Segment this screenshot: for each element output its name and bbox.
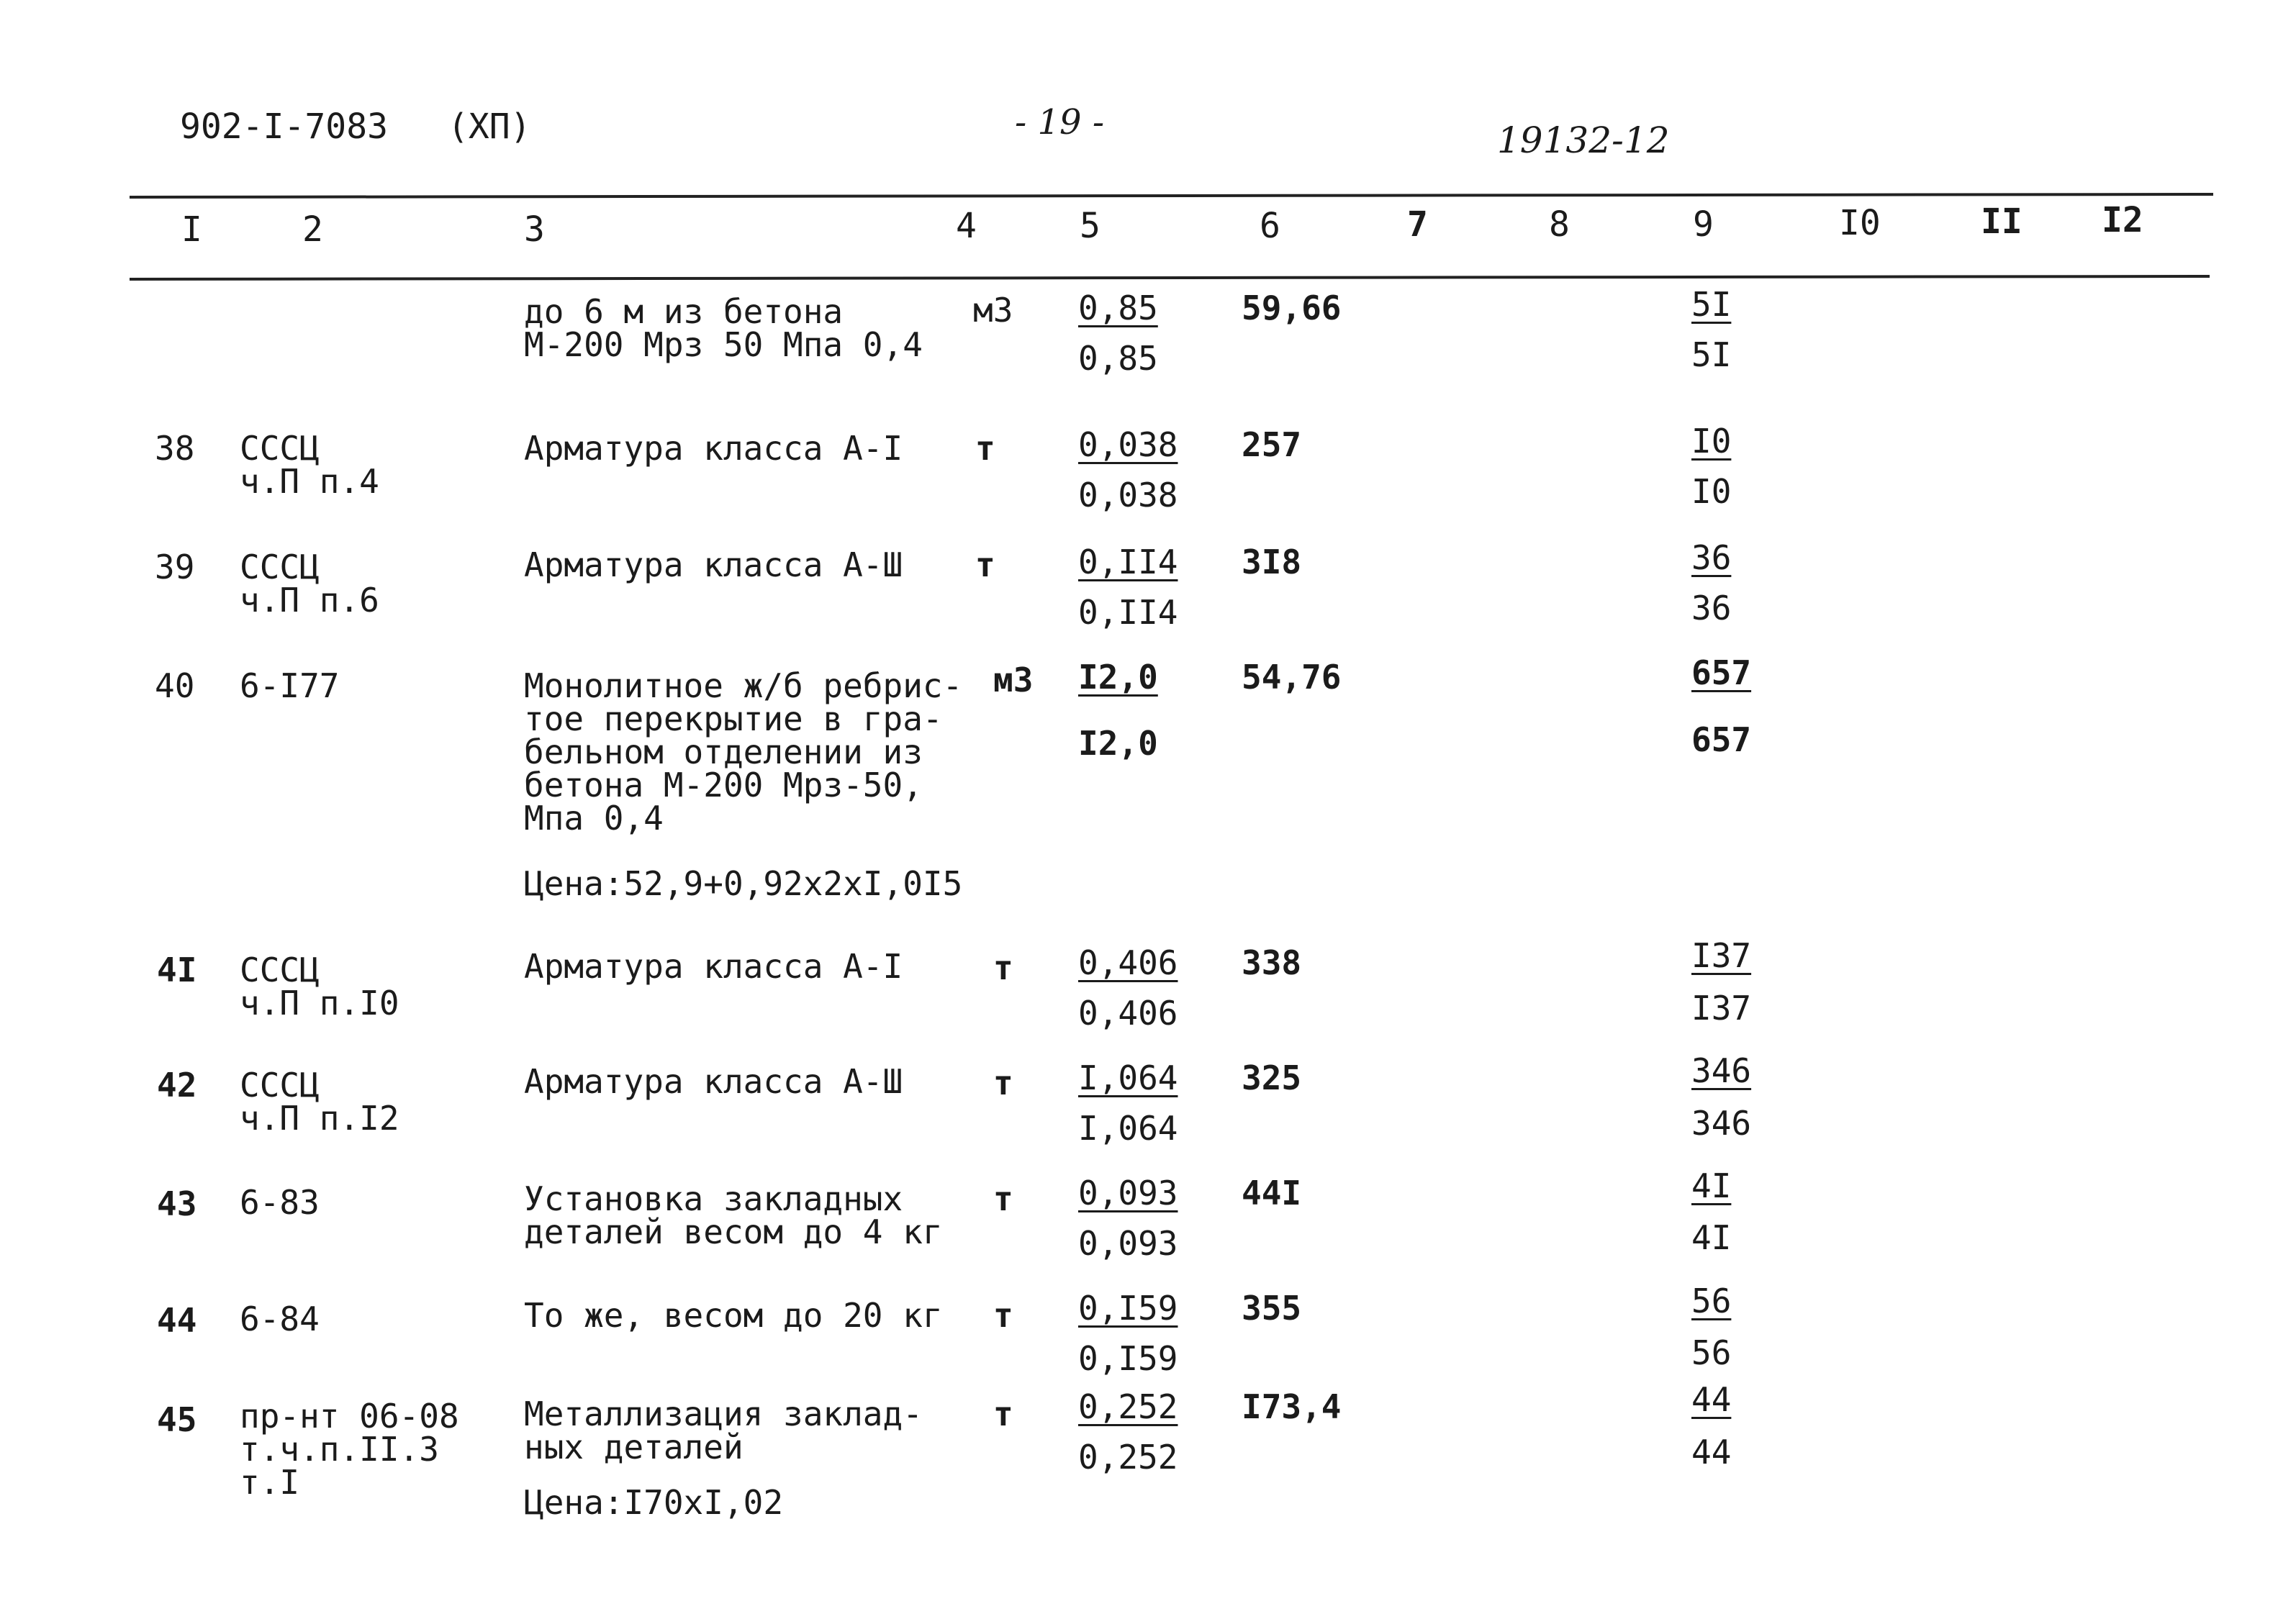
row-qty-top: 0,038: [1078, 425, 1178, 464]
row-number: 42: [157, 1066, 197, 1105]
row-qty-bottom: 0,II4: [1078, 593, 1178, 632]
column-header: I0: [1839, 203, 1881, 243]
row-code: пр-нт 06-08 т.ч.п.II.3 т.I: [240, 1397, 459, 1502]
row-number: 4I: [157, 951, 197, 989]
row-unit: т: [975, 545, 995, 584]
table-top-rule: [130, 193, 2213, 199]
table-header-rule: [130, 275, 2210, 281]
column-header: 9: [1693, 204, 1714, 245]
row-price: 44I: [1242, 1174, 1302, 1212]
column-header: 8: [1549, 204, 1570, 245]
row-description: Монолитное ж/б ребрис- тое перекрытие в гра- бельном отделении из бетона М-200 Мрз-50, Мпа 0,4: [524, 666, 963, 838]
row-qty-top: 0,I59: [1078, 1289, 1178, 1328]
row-qty-bottom: I,064: [1078, 1109, 1178, 1148]
row-qty-top: I2,0: [1078, 658, 1158, 697]
row-qty-top: 0,252: [1078, 1387, 1178, 1426]
row-price: 59,66: [1242, 289, 1342, 327]
row-code: 6-I77: [240, 666, 340, 705]
row-number: 44: [157, 1301, 197, 1340]
document-code: 902-I-7083: [180, 106, 388, 147]
row-cost-top: 56: [1691, 1282, 1732, 1320]
row-code: 6-84: [240, 1300, 320, 1338]
row-description: Арматура класса А-I: [524, 947, 903, 986]
row-description: Металлизация заклад- ных деталей: [524, 1395, 923, 1466]
row-qty-top: 0,093: [1078, 1174, 1178, 1212]
row-unit: т: [975, 429, 995, 468]
row-code: СССЦ ч.П п.6: [240, 548, 379, 620]
row-description: Арматура класса А-I: [524, 429, 903, 468]
row-cost-bottom: I37: [1691, 989, 1752, 1028]
row-description: Арматура класса А-Ш: [524, 545, 903, 584]
row-cost-top: 36: [1691, 538, 1732, 577]
row-qty-bottom: 0,252: [1078, 1438, 1178, 1477]
column-header: 4: [956, 206, 977, 246]
row-cost-bottom: 657: [1691, 720, 1752, 759]
column-header: 7: [1407, 204, 1428, 245]
row-unit: т: [993, 1064, 1013, 1102]
row-number: 38: [155, 429, 195, 468]
row-cost-bottom: 56: [1691, 1333, 1732, 1372]
row-cost-bottom: 44: [1691, 1433, 1732, 1472]
row-cost-bottom: 5I: [1691, 335, 1732, 374]
row-qty-bottom: I2,0: [1078, 724, 1158, 763]
row-qty-top: 0,85: [1078, 289, 1158, 327]
row-code: СССЦ ч.П п.I0: [240, 951, 399, 1023]
row-cost-top: 44: [1691, 1380, 1732, 1419]
row-unit: м3: [973, 291, 1013, 330]
row-price: I73,4: [1242, 1387, 1342, 1426]
row-price: 54,76: [1242, 658, 1342, 697]
row-qty-bottom: 0,406: [1078, 994, 1178, 1033]
row-number: 39: [155, 548, 195, 586]
row-cost-top: I37: [1691, 936, 1752, 975]
row-cost-top: 657: [1691, 653, 1752, 692]
row-qty-bottom: 0,038: [1078, 476, 1178, 514]
column-header: 6: [1260, 206, 1280, 246]
row-qty-top: 0,406: [1078, 943, 1178, 982]
row-unit: т: [993, 948, 1013, 987]
row-description: Установка закладных деталей весом до 4 кг: [524, 1179, 943, 1251]
row-number: 40: [155, 666, 195, 705]
row-description: Арматура класса А-Ш: [524, 1062, 903, 1101]
row-number: 45: [157, 1400, 197, 1439]
row-cost-bottom: 4I: [1691, 1218, 1732, 1257]
row-number: 43: [157, 1184, 197, 1223]
row-qty-bottom: 0,85: [1078, 339, 1158, 378]
row-description: То же, весом до 20 кг: [524, 1296, 943, 1335]
row-cost-top: 5I: [1691, 285, 1732, 324]
row-qty-bottom: 0,I59: [1078, 1339, 1178, 1378]
row-price-note: Цена:52,9+0,92х2хI,0I5: [524, 864, 963, 903]
column-header: 5: [1080, 206, 1100, 246]
row-price-note: Цена:I70хI,02: [524, 1483, 784, 1522]
row-price: 355: [1242, 1289, 1302, 1328]
row-code: СССЦ ч.П п.4: [240, 429, 379, 501]
column-header: I: [181, 209, 202, 250]
column-header: 3: [524, 209, 545, 250]
row-code: 6-83: [240, 1183, 320, 1222]
row-qty-top: I,064: [1078, 1058, 1178, 1097]
row-unit: т: [993, 1179, 1013, 1218]
row-cost-top: I0: [1691, 422, 1732, 461]
page-number: - 19 -: [1015, 102, 1105, 142]
row-cost-top: 4I: [1691, 1166, 1732, 1205]
row-qty-bottom: 0,093: [1078, 1224, 1178, 1263]
row-cost-bottom: I0: [1691, 472, 1732, 511]
row-unit: т: [993, 1296, 1013, 1335]
row-price: 3I8: [1242, 543, 1302, 581]
row-price: 325: [1242, 1058, 1302, 1097]
row-price: 338: [1242, 943, 1302, 982]
row-cost-bottom: 346: [1691, 1104, 1752, 1143]
row-description: до 6 м из бетона М-200 Мрз 50 Мпа 0,4: [524, 292, 923, 364]
column-header: I2: [2102, 200, 2143, 240]
reference-number: 19132-12: [1497, 119, 1670, 161]
row-unit: т: [993, 1395, 1013, 1433]
column-header: 2: [302, 209, 323, 250]
row-price: 257: [1242, 425, 1302, 464]
row-unit: м3: [993, 661, 1034, 699]
row-code: СССЦ ч.П п.I2: [240, 1066, 399, 1138]
column-header: II: [1981, 201, 2022, 242]
document-part: (XП): [448, 106, 531, 147]
row-cost-bottom: 36: [1691, 589, 1732, 627]
row-qty-top: 0,II4: [1078, 543, 1178, 581]
row-cost-top: 346: [1691, 1051, 1752, 1090]
